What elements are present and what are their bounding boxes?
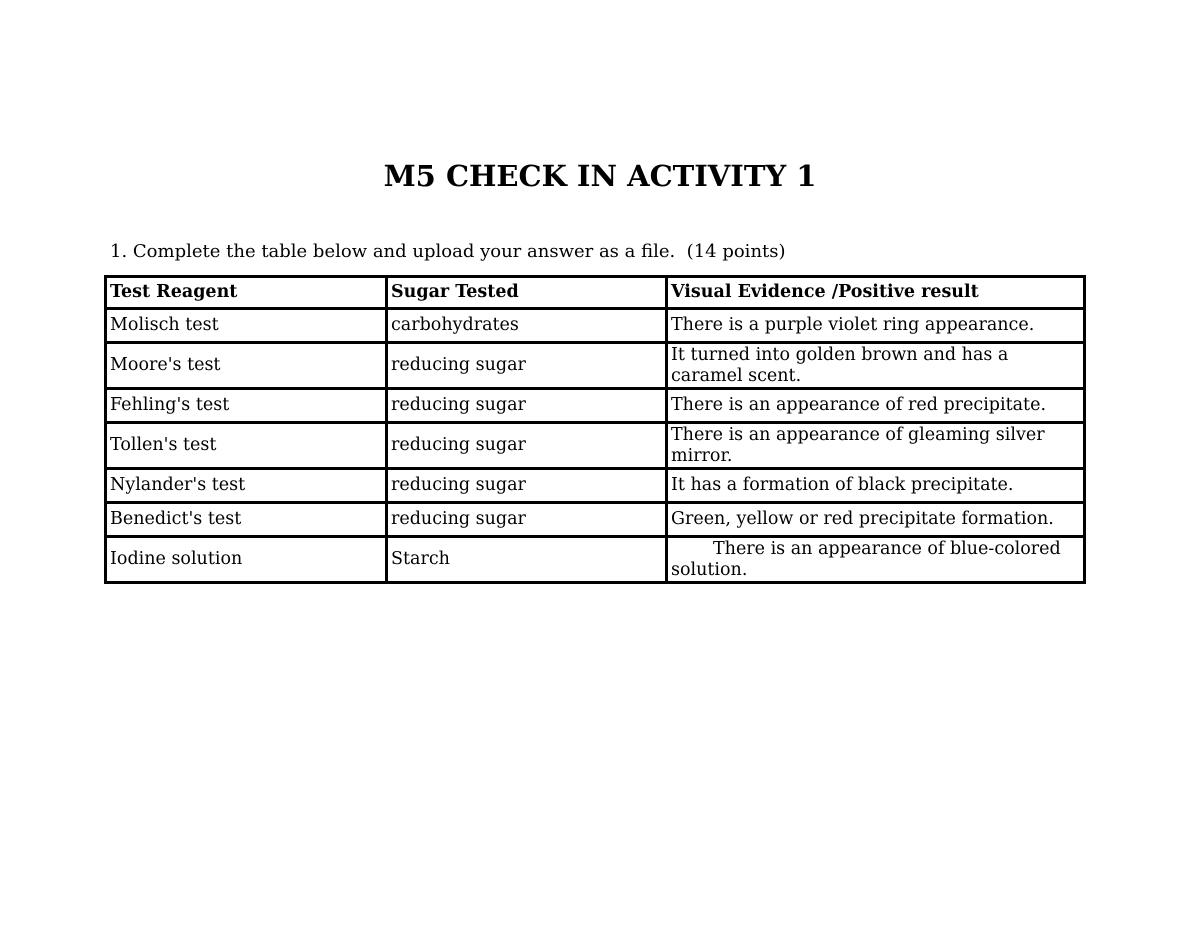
column-header-test-reagent: Test Reagent <box>106 277 387 309</box>
table-row <box>106 343 1085 389</box>
cell-visual-evidence: It turned into golden brown and has a caramel scent. <box>667 343 1085 389</box>
cell-sugar-tested: reducing sugar <box>387 503 667 537</box>
cell-visual-evidence: There is an appearance of red precipitate. <box>667 389 1085 423</box>
cell-visual-evidence: There is an appearance of blue-colored solution. <box>667 537 1085 583</box>
cell-test-reagent: Iodine solution <box>106 537 387 583</box>
instruction-text: 1. Complete the table below and upload your answer as a file. (14 points) <box>110 241 786 262</box>
cell-sugar-tested: reducing sugar <box>387 343 667 389</box>
table-row <box>106 469 1085 503</box>
table-row <box>106 537 1085 583</box>
cell-sugar-tested: Starch <box>387 537 667 583</box>
page-title: M5 CHECK IN ACTIVITY 1 <box>383 159 817 193</box>
cell-visual-evidence: There is an appearance of gleaming silver mirror. <box>667 423 1085 469</box>
cell-test-reagent: Nylander's test <box>106 469 387 503</box>
table-row <box>106 389 1085 423</box>
cell-sugar-tested: reducing sugar <box>387 469 667 503</box>
reagent-table <box>104 275 1086 584</box>
cell-sugar-tested: carbohydrates <box>387 309 667 343</box>
cell-test-reagent: Moore's test <box>106 343 387 389</box>
table-row <box>106 423 1085 469</box>
column-header-sugar-tested: Sugar Tested <box>387 277 667 309</box>
cell-test-reagent: Benedict's test <box>106 503 387 537</box>
cell-test-reagent: Tollen's test <box>106 423 387 469</box>
table-row <box>106 309 1085 343</box>
column-header-visual-evidence: Visual Evidence /Positive result <box>667 277 1085 309</box>
cell-sugar-tested: reducing sugar <box>387 423 667 469</box>
cell-sugar-tested: reducing sugar <box>387 389 667 423</box>
table-header-row <box>106 277 1085 309</box>
cell-test-reagent: Molisch test <box>106 309 387 343</box>
cell-visual-evidence: Green, yellow or red precipitate formation. <box>667 503 1085 537</box>
cell-test-reagent: Fehling's test <box>106 389 387 423</box>
cell-visual-evidence: There is a purple violet ring appearance. <box>667 309 1085 343</box>
table-row <box>106 503 1085 537</box>
cell-visual-evidence: It has a formation of black precipitate. <box>667 469 1085 503</box>
